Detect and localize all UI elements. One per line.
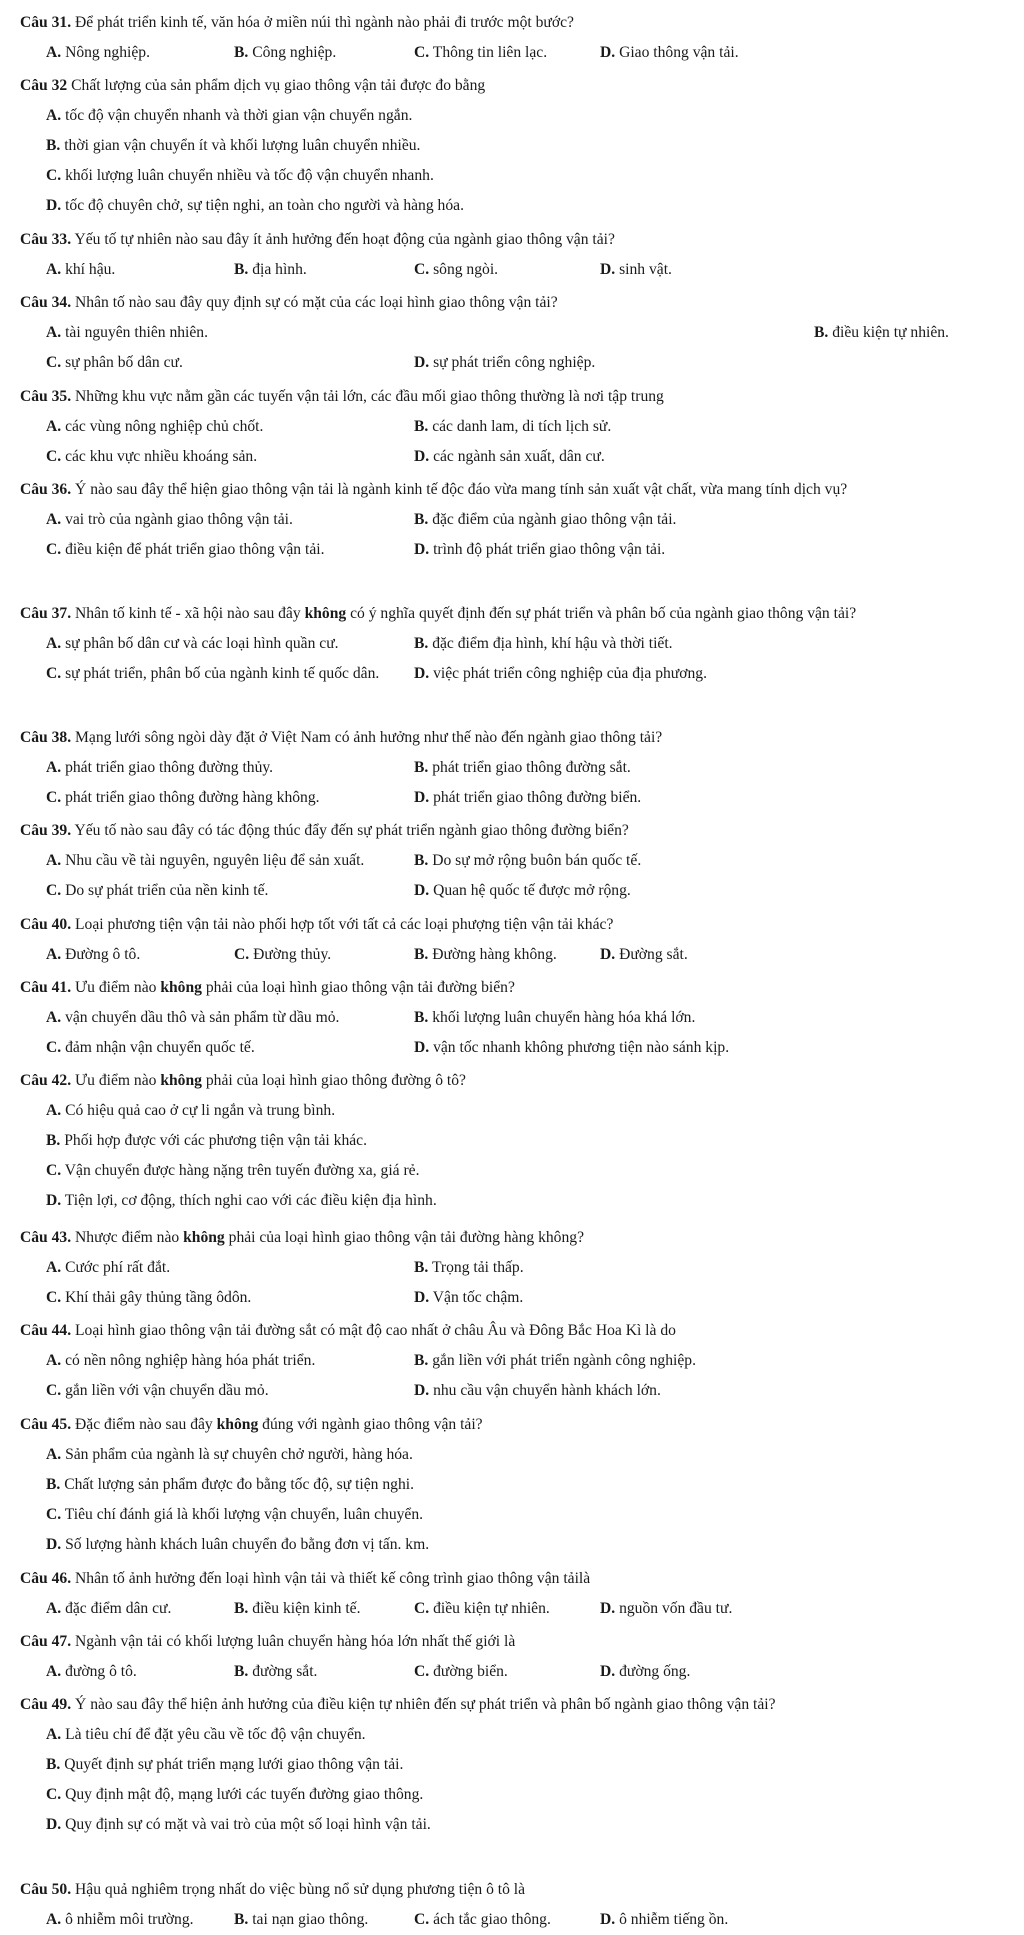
- option-d[interactable]: D. trình độ phát triển giao thông vận tải.: [414, 541, 666, 558]
- option-c[interactable]: C. đảm nhận vận chuyển quốc tế.: [46, 1039, 255, 1056]
- question-number: Câu 38.: [20, 729, 72, 746]
- option-b[interactable]: B. gắn liền với phát triển ngành công nghiệp.: [414, 1352, 696, 1369]
- question-text: Ngành vận tải có khối lượng luân chuyển hàng hóa lớn nhất thế giới là: [75, 1633, 516, 1650]
- option-d[interactable]: D. các ngành sản xuất, dân cư.: [414, 448, 605, 465]
- option-d[interactable]: D. đường ống.: [600, 1663, 691, 1680]
- option-a[interactable]: A. sự phân bố dân cư và các loại hình quần cư.: [46, 635, 339, 652]
- option-d[interactable]: D. Tiện lợi, cơ động, thích nghi cao với các điều kiện địa hình.: [46, 1192, 437, 1209]
- option-c[interactable]: C. ách tắc giao thông.: [414, 1911, 551, 1928]
- option-a[interactable]: A. ô nhiễm môi trường.: [46, 1911, 194, 1928]
- question-40: [14, 910, 1014, 970]
- question-text: có ý nghĩa quyết định đến sự phát triển và phân bố của ngành giao thông vận tải?: [350, 605, 857, 622]
- question-41: Câu 41. Ưu điểm nào không phải của loại hình giao thông vận tải đường biển? A. vận chuyển dầu thô và sản phẩm từ dầu mỏ. B. khối lượng luân chuyển hàng hóa khá lớn. C. đảm nhận vận chuyển quốc tế. D. vận tốc nhanh không phương tiện nào sánh kịp.: [14, 973, 1014, 1063]
- question-number: Câu 34.: [20, 294, 72, 311]
- question-number: Câu 40.: [20, 916, 72, 933]
- question-number: Câu 44.: [20, 1322, 72, 1339]
- option-a[interactable]: A. khí hậu.: [46, 261, 116, 278]
- option-a[interactable]: A. đường ô tô.: [46, 1663, 137, 1680]
- option-c[interactable]: C. khối lượng luân chuyển nhiều và tốc độ vận chuyển nhanh.: [46, 167, 434, 184]
- question-number: Câu 31.: [20, 14, 72, 31]
- option-b[interactable]: B. khối lượng luân chuyển hàng hóa khá lớn.: [414, 1009, 696, 1026]
- question-text: Yếu tố nào sau đây có tác động thúc đẩy đến sự phát triển ngành giao thông đường biển?: [74, 822, 629, 839]
- question-text: phải của loại hình giao thông vận tải đường hàng không?: [228, 1229, 584, 1246]
- option-a[interactable]: A. Cước phí rất đắt.: [46, 1259, 171, 1276]
- option-d[interactable]: D. Số lượng hành khách luân chuyển đo bằng đơn vị tấn. km.: [46, 1536, 430, 1553]
- option-b[interactable]: B. địa hình.: [234, 261, 307, 278]
- option-a[interactable]: A. Nhu cầu về tài nguyên, nguyên liệu để sản xuất.: [46, 852, 365, 869]
- question-42: Câu 42. Ưu điểm nào không phải của loại hình giao thông đường ô tô? A. Có hiệu quả cao ở cự li ngắn và trung bình. B. Phối hợp được với các phương tiện vận tải khác. C. Vận chuyển được hàng nặng trên tuyến đường xa, giá rẻ. D. Tiện lợi, cơ động, thích nghi cao với các điều kiện địa hình.: [14, 1066, 1014, 1216]
- question-44: [14, 1316, 1014, 1406]
- option-d[interactable]: D. Vận tốc chậm.: [414, 1289, 524, 1306]
- question-number: Câu 45.: [20, 1416, 72, 1433]
- question-number: Câu 35.: [20, 388, 72, 405]
- question-text: Mạng lưới sông ngòi dày đặt ở Việt Nam có ảnh hưởng như thế nào đến ngành giao thông tải?: [75, 729, 663, 746]
- option-a[interactable]: A. vận chuyển dầu thô và sản phẩm từ dầu mỏ.: [46, 1009, 340, 1026]
- option-c[interactable]: C. Do sự phát triển của nền kinh tế.: [46, 882, 269, 899]
- question-text: Loại hình giao thông vận tải đường sắt có mật độ cao nhất ở châu Âu và Đông Bắc Hoa Kì là do: [75, 1322, 676, 1339]
- question-38: [14, 723, 1014, 813]
- question-number: Câu 39.: [20, 822, 72, 839]
- question-text: Nhân tố nào sau đây quy định sự có mặt của các loại hình giao thông vận tải?: [75, 294, 558, 311]
- question-37: Câu 37. Nhân tố kinh tế - xã hội nào sau đây không có ý nghĩa quyết định đến sự phát triển và phân bố của ngành giao thông vận tải? A. sự phân bố dân cư và các loại hình quần cư. B. đặc điểm địa hình, khí hậu và thời tiết. C. sự phát triển, phân bố của ngành kinh tế quốc dân. D. việc phát triển công nghiệp của địa phương.: [14, 599, 1014, 689]
- question-text: Ý nào sau đây thể hiện ảnh hưởng của điều kiện tự nhiên đến sự phát triển và phân bố ngành giao thông vận tải?: [75, 1696, 776, 1713]
- question-number: Câu 47.: [20, 1633, 72, 1650]
- option-c[interactable]: C. Khí thải gây thủng tầng ôdôn.: [46, 1289, 252, 1306]
- option-d[interactable]: D. Quy định sự có mặt và vai trò của một số loại hình vận tải.: [46, 1816, 431, 1833]
- question-text: Hậu quả nghiêm trọng nhất do việc bùng nổ sử dụng phương tiện ô tô là: [75, 1881, 526, 1898]
- question-47: [14, 1627, 1014, 1687]
- option-c[interactable]: C. Quy định mật độ, mạng lưới các tuyến đường giao thông.: [46, 1786, 424, 1803]
- question-number: Câu 42.: [20, 1072, 72, 1089]
- option-a[interactable]: A. Nông nghiệp.: [46, 44, 150, 61]
- option-c[interactable]: C. Tiêu chí đánh giá là khối lượng vận chuyển, luân chuyển.: [46, 1506, 424, 1523]
- question-number: Câu 50.: [20, 1881, 72, 1898]
- option-d[interactable]: D. tốc độ chuyên chở, sự tiện nghi, an toàn cho người và hàng hóa.: [46, 197, 464, 214]
- option-b[interactable]: B. Trọng tải thấp.: [414, 1259, 524, 1276]
- option-c[interactable]: C. các khu vực nhiều khoáng sản.: [46, 448, 258, 465]
- option-a[interactable]: A. Đường ô tô.: [46, 946, 141, 963]
- question-46: [14, 1564, 1014, 1624]
- option-d[interactable]: D. sinh vật.: [600, 261, 672, 278]
- option-a[interactable]: A. vai trò của ngành giao thông vận tải.: [46, 511, 293, 528]
- question-text: Những khu vực nằm gần các tuyến vận tải lớn, các đầu mối giao thông thường là nơi tập trung: [75, 388, 664, 405]
- question-text: phải của loại hình giao thông đường ô tô?: [205, 1072, 466, 1089]
- emphasis-not: không: [304, 605, 347, 622]
- option-d[interactable]: D. Giao thông vận tải.: [600, 44, 739, 61]
- option-a[interactable]: A. tài nguyên thiên nhiên.: [46, 324, 208, 341]
- option-a[interactable]: A. tốc độ vận chuyển nhanh và thời gian vận chuyển ngắn.: [46, 107, 413, 124]
- emphasis-not: không: [183, 1229, 225, 1246]
- option-c[interactable]: C. sự phát triển, phân bố của ngành kinh tế quốc dân.: [46, 665, 380, 682]
- question-32: [14, 71, 1014, 221]
- option-d[interactable]: D. việc phát triển công nghiệp của địa phương.: [414, 665, 707, 682]
- question-text: Nhân tố ảnh hưởng đến loại hình vận tải và thiết kế công trình giao thông vận tảilà: [75, 1570, 591, 1587]
- question-number: Câu 37.: [20, 605, 72, 622]
- question-36: [14, 475, 1014, 565]
- option-b[interactable]: B. đường sắt.: [234, 1663, 318, 1680]
- option-d[interactable]: D. vận tốc nhanh không phương tiện nào sánh kịp.: [414, 1039, 730, 1056]
- question-45: Câu 45. Đặc điểm nào sau đây không đúng với ngành giao thông vận tải? A. Sản phẩm của ngành là sự chuyên chở người, hàng hóa. B. Chất lượng sản phẩm được đo bằng tốc độ, sự tiện nghi. C. Tiêu chí đánh giá là khối lượng vận chuyển, luân chuyển. D. Số lượng hành khách luân chuyển đo bằng đơn vị tấn. km.: [14, 1410, 1014, 1560]
- option-c[interactable]: C. sông ngòi.: [414, 261, 499, 278]
- question-text: đúng với ngành giao thông vận tải?: [262, 1416, 483, 1433]
- question-35: [14, 382, 1014, 472]
- option-b[interactable]: B. Phối hợp được với các phương tiện vận tải khác.: [46, 1132, 368, 1149]
- option-c[interactable]: C. điều kiện tự nhiên.: [414, 1600, 550, 1617]
- question-text: Để phát triển kinh tế, văn hóa ở miền núi thì ngành nào phải đi trước một bước?: [75, 14, 574, 31]
- question-number: Câu 49.: [20, 1696, 72, 1713]
- question-49: [14, 1690, 1014, 1840]
- question-number: Câu 46.: [20, 1570, 72, 1587]
- option-b[interactable]: B. Công nghiệp.: [234, 44, 337, 61]
- question-number: Câu 43.: [20, 1229, 72, 1246]
- question-number: Câu 33.: [20, 231, 72, 248]
- option-b[interactable]: B. tai nạn giao thông.: [234, 1911, 369, 1928]
- question-number: Câu 32: [20, 77, 68, 94]
- question-text: Yếu tố tự nhiên nào sau đây ít ảnh hưởng đến hoạt động của ngành giao thông vận tải?: [74, 231, 615, 248]
- option-b[interactable]: B. điều kiện kinh tế.: [234, 1600, 361, 1617]
- option-d[interactable]: D. Quan hệ quốc tế được mở rộng.: [414, 882, 631, 899]
- option-a[interactable]: A. đặc điểm dân cư.: [46, 1600, 172, 1617]
- option-a[interactable]: A. Có hiệu quả cao ở cự li ngắn và trung bình.: [46, 1102, 336, 1119]
- option-b[interactable]: B. các danh lam, di tích lịch sử.: [414, 418, 612, 435]
- option-a[interactable]: A. Là tiêu chí để đặt yêu cầu về tốc độ vận chuyển.: [46, 1726, 366, 1743]
- question-31: [14, 8, 1014, 68]
- option-b[interactable]: B. điều kiện tự nhiên.: [814, 324, 949, 341]
- option-d[interactable]: D. ô nhiễm tiếng ồn.: [600, 1911, 729, 1928]
- option-b[interactable]: B. Đường hàng không.: [414, 946, 557, 963]
- option-a[interactable]: A. có nền nông nghiệp hàng hóa phát triển.: [46, 1352, 316, 1369]
- emphasis-not: không: [160, 1072, 202, 1089]
- option-c[interactable]: C. điều kiện để phát triển giao thông vận tải.: [46, 541, 325, 558]
- question-50: [14, 1875, 1014, 1935]
- question-text: Loại phương tiện vận tải nào phối hợp tốt với tất cả các loại phượng tiện vận tải khác?: [75, 916, 614, 933]
- emphasis-not: không: [216, 1416, 259, 1433]
- option-b[interactable]: B. đặc điểm địa hình, khí hậu và thời tiết.: [414, 635, 673, 652]
- option-d[interactable]: D. nguồn vốn đầu tư.: [600, 1600, 733, 1617]
- option-d[interactable]: D. phát triển giao thông đường biển.: [414, 789, 642, 806]
- option-a[interactable]: A. phát triển giao thông đường thủy.: [46, 759, 274, 776]
- option-b[interactable]: B. Do sự mở rộng buôn bán quốc tế.: [414, 852, 642, 869]
- question-34: [14, 288, 1014, 378]
- option-c[interactable]: C. gắn liền với vận chuyển dầu mỏ.: [46, 1382, 269, 1399]
- question-43: Câu 43. Nhược điểm nào không phải của loại hình giao thông vận tải đường hàng không? A. Cước phí rất đắt. B. Trọng tải thấp. C. Khí thải gây thủng tầng ôdôn. D. Vận tốc chậm.: [14, 1223, 1014, 1313]
- option-c[interactable]: C. sự phân bố dân cư.: [46, 354, 183, 371]
- option-d[interactable]: D. sự phát triển công nghiệp.: [414, 354, 596, 371]
- question-number: Câu 36.: [20, 481, 72, 498]
- option-c[interactable]: C. Đường thủy.: [234, 946, 332, 963]
- option-b[interactable]: B. thời gian vận chuyển ít và khối lượng luân chuyển nhiều.: [46, 137, 421, 154]
- question-33: [14, 225, 1014, 285]
- option-d[interactable]: D. Đường sắt.: [600, 946, 688, 963]
- option-c[interactable]: C. Thông tin liên lạc.: [414, 44, 548, 61]
- option-a[interactable]: A. Sản phẩm của ngành là sự chuyên chở người, hàng hóa.: [46, 1446, 413, 1463]
- option-b[interactable]: B. phát triển giao thông đường sắt.: [414, 759, 631, 776]
- question-text: Ý nào sau đây thể hiện giao thông vận tải là ngành kinh tế độc đáo vừa mang tính sản xuất vật chất, vừa mang tính dịch vụ?: [75, 481, 848, 498]
- option-d[interactable]: D. nhu cầu vận chuyển hành khách lớn.: [414, 1382, 661, 1399]
- question-text: Chất lượng của sản phẩm dịch vụ giao thông vận tải được đo bằng: [71, 77, 486, 94]
- option-c[interactable]: C. đường biển.: [414, 1663, 508, 1680]
- option-b[interactable]: B. Quyết định sự phát triển mạng lưới giao thông vận tải.: [46, 1756, 404, 1773]
- option-a[interactable]: A. các vùng nông nghiệp chủ chốt.: [46, 418, 264, 435]
- question-number: Câu 41.: [20, 979, 72, 996]
- question-39: [14, 816, 1014, 906]
- option-c[interactable]: C. Vận chuyển được hàng nặng trên tuyến đường xa, giá rẻ.: [46, 1162, 420, 1179]
- option-b[interactable]: B. Chất lượng sản phẩm được đo bằng tốc độ, sự tiện nghi.: [46, 1476, 414, 1493]
- option-c[interactable]: C. phát triển giao thông đường hàng không.: [46, 789, 320, 806]
- option-b[interactable]: B. đặc điểm của ngành giao thông vận tải.: [414, 511, 677, 528]
- emphasis-not: không: [160, 979, 202, 996]
- question-text: phải của loại hình giao thông vận tải đường biển?: [205, 979, 515, 996]
